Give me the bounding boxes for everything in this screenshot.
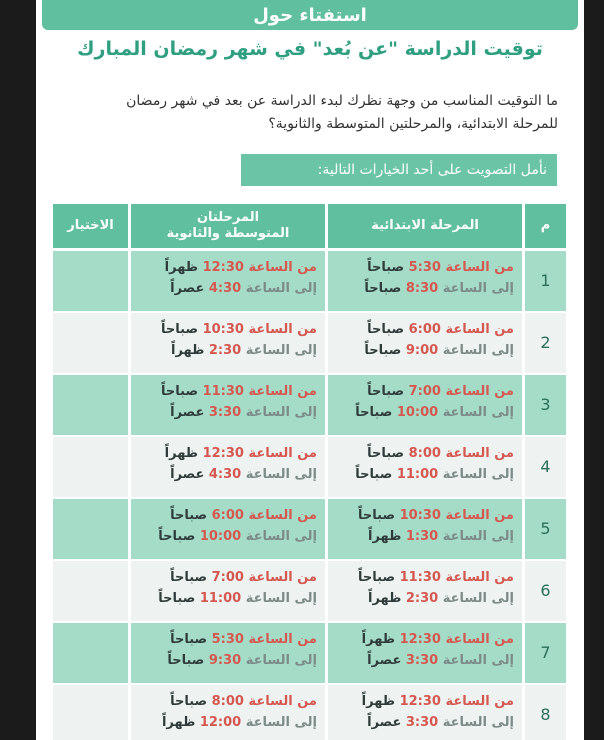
to-period: صباحاً bbox=[355, 467, 393, 482]
time-line-from bbox=[131, 443, 317, 464]
choice-cell[interactable] bbox=[53, 313, 128, 373]
to-period: صباحاً bbox=[364, 343, 402, 358]
from-period: صباحاً bbox=[367, 322, 405, 337]
time-line-from bbox=[328, 381, 514, 402]
from-time: 12:30 bbox=[202, 446, 244, 461]
from-prefix: من الساعة bbox=[445, 322, 514, 337]
from-prefix: من الساعة bbox=[248, 508, 317, 523]
from-period: صباحاً bbox=[367, 384, 405, 399]
time-line-to bbox=[131, 712, 317, 733]
row-number: 4 bbox=[525, 437, 566, 497]
to-prefix: إلى الساعة bbox=[245, 591, 317, 606]
time-line-to bbox=[131, 278, 317, 299]
to-prefix: إلى الساعة bbox=[442, 715, 514, 730]
to-prefix: إلى الساعة bbox=[442, 529, 514, 544]
to-prefix: إلى الساعة bbox=[442, 281, 514, 296]
from-prefix: من الساعة bbox=[248, 322, 317, 337]
time-line-from bbox=[328, 443, 514, 464]
elementary-time-cell bbox=[328, 685, 522, 740]
from-period: ظهراً bbox=[361, 694, 396, 709]
to-prefix: إلى الساعة bbox=[442, 467, 514, 482]
to-prefix: إلى الساعة bbox=[442, 653, 514, 668]
to-prefix: إلى الساعة bbox=[245, 715, 317, 730]
from-time: 12:30 bbox=[399, 632, 441, 647]
to-time: 9:30 bbox=[208, 653, 242, 668]
to-time: 10:00 bbox=[396, 405, 439, 420]
from-period: صباحاً bbox=[170, 570, 208, 585]
to-period: صباحاً bbox=[355, 405, 393, 420]
to-time: 9:00 bbox=[405, 343, 439, 358]
row-number: 6 bbox=[525, 561, 566, 621]
from-prefix: من الساعة bbox=[445, 384, 514, 399]
time-line-to bbox=[328, 464, 514, 485]
time-line-to bbox=[328, 526, 514, 547]
header-secondary-line-2: المتوسطة والثانوية bbox=[166, 226, 290, 241]
time-line-to bbox=[131, 588, 317, 609]
time-line-from bbox=[131, 691, 317, 712]
from-time: 10:30 bbox=[202, 322, 244, 337]
to-time: 3:30 bbox=[405, 715, 439, 730]
from-prefix: من الساعة bbox=[248, 570, 317, 585]
to-time: 4:30 bbox=[208, 467, 242, 482]
from-period: ظهراً bbox=[164, 446, 199, 461]
to-period: صباحاً bbox=[158, 591, 196, 606]
header-secondary bbox=[131, 204, 325, 248]
row-number: 1 bbox=[525, 251, 566, 311]
to-time: 12:00 bbox=[199, 715, 242, 730]
choice-cell[interactable] bbox=[53, 499, 128, 559]
to-time: 2:30 bbox=[208, 343, 242, 358]
to-period: ظهراً bbox=[367, 529, 402, 544]
time-line-from bbox=[328, 567, 514, 588]
from-prefix: من الساعة bbox=[248, 446, 317, 461]
time-line-from bbox=[131, 567, 317, 588]
choice-cell[interactable] bbox=[53, 375, 128, 435]
survey-question bbox=[72, 90, 558, 136]
from-prefix: من الساعة bbox=[445, 260, 514, 275]
to-prefix: إلى الساعة bbox=[245, 529, 317, 544]
elementary-time-cell bbox=[328, 561, 522, 621]
time-line-to bbox=[131, 340, 317, 361]
secondary-time-cell bbox=[131, 685, 325, 740]
to-period: صباحاً bbox=[158, 529, 196, 544]
choice-cell[interactable] bbox=[53, 623, 128, 683]
elementary-time-cell bbox=[328, 623, 522, 683]
time-line-from bbox=[328, 319, 514, 340]
elementary-time-cell bbox=[328, 437, 522, 497]
from-period: صباحاً bbox=[170, 508, 208, 523]
from-period: ظهراً bbox=[361, 632, 396, 647]
from-prefix: من الساعة bbox=[445, 570, 514, 585]
secondary-time-cell bbox=[131, 623, 325, 683]
secondary-time-cell bbox=[131, 499, 325, 559]
banner-title: استفتاء حول bbox=[42, 0, 578, 30]
survey-subtitle: توقيت الدراسة "عن بُعد" في شهر رمضان المبارك bbox=[77, 38, 543, 60]
from-period: ظهراً bbox=[164, 260, 199, 275]
from-period: صباحاً bbox=[358, 508, 396, 523]
to-time: 8:30 bbox=[405, 281, 439, 296]
from-prefix: من الساعة bbox=[445, 508, 514, 523]
to-time: 10:00 bbox=[199, 529, 242, 544]
to-prefix: إلى الساعة bbox=[245, 405, 317, 420]
to-time: 11:00 bbox=[396, 467, 439, 482]
from-time: 8:00 bbox=[408, 446, 441, 461]
from-time: 12:30 bbox=[202, 260, 244, 275]
time-line-to bbox=[131, 650, 317, 671]
from-time: 6:00 bbox=[408, 322, 441, 337]
choice-cell[interactable] bbox=[53, 251, 128, 311]
from-prefix: من الساعة bbox=[445, 694, 514, 709]
to-time: 11:00 bbox=[199, 591, 242, 606]
choice-cell[interactable] bbox=[53, 685, 128, 740]
elementary-time-cell bbox=[328, 251, 522, 311]
row-number: 8 bbox=[525, 685, 566, 740]
header-choice: الاختيار bbox=[53, 204, 128, 248]
secondary-time-cell bbox=[131, 561, 325, 621]
time-line-to bbox=[131, 464, 317, 485]
to-prefix: إلى الساعة bbox=[442, 343, 514, 358]
to-period: عصراً bbox=[367, 653, 402, 668]
from-time: 7:00 bbox=[408, 384, 441, 399]
from-prefix: من الساعة bbox=[248, 384, 317, 399]
from-prefix: من الساعة bbox=[248, 632, 317, 647]
choice-cell[interactable] bbox=[53, 437, 128, 497]
to-period: صباحاً bbox=[167, 653, 205, 668]
to-prefix: إلى الساعة bbox=[245, 653, 317, 668]
time-line-to bbox=[328, 712, 514, 733]
from-time: 10:30 bbox=[399, 508, 441, 523]
time-line-to bbox=[131, 526, 317, 547]
vote-instruction: نأمل التصويت على أحد الخيارات التالية: bbox=[241, 154, 557, 186]
to-period: عصراً bbox=[170, 281, 205, 296]
to-prefix: إلى الساعة bbox=[442, 405, 514, 420]
to-time: 2:30 bbox=[405, 591, 439, 606]
from-prefix: من الساعة bbox=[248, 694, 317, 709]
question-line-2: للمرحلة الابتدائية، والمرحلتين المتوسطة والثانوية؟ bbox=[268, 116, 558, 132]
to-period: صباحاً bbox=[364, 281, 402, 296]
from-period: صباحاً bbox=[170, 694, 208, 709]
question-line-1: ما التوقيت المناسب من وجهة نظرك لبدء الدراسة عن بعد في شهر رمضان bbox=[126, 93, 558, 109]
time-line-to bbox=[131, 402, 317, 423]
to-time: 4:30 bbox=[208, 281, 242, 296]
to-prefix: إلى الساعة bbox=[245, 467, 317, 482]
to-time: 3:30 bbox=[208, 405, 242, 420]
row-number: 5 bbox=[525, 499, 566, 559]
to-period: عصراً bbox=[170, 405, 205, 420]
from-time: 5:30 bbox=[408, 260, 441, 275]
secondary-time-cell bbox=[131, 437, 325, 497]
to-prefix: إلى الساعة bbox=[442, 591, 514, 606]
from-time: 11:30 bbox=[202, 384, 244, 399]
from-time: 7:00 bbox=[211, 570, 244, 585]
from-time: 11:30 bbox=[399, 570, 441, 585]
from-time: 12:30 bbox=[399, 694, 441, 709]
time-line-from bbox=[131, 629, 317, 650]
to-period: عصراً bbox=[170, 467, 205, 482]
header-secondary-line-1: المرحلتان bbox=[196, 210, 260, 225]
time-line-from bbox=[131, 319, 317, 340]
time-line-from bbox=[131, 505, 317, 526]
time-line-to bbox=[328, 588, 514, 609]
time-line-to bbox=[328, 278, 514, 299]
time-line-from bbox=[328, 629, 514, 650]
row-number: 2 bbox=[525, 313, 566, 373]
to-period: ظهراً bbox=[170, 343, 205, 358]
from-period: صباحاً bbox=[358, 570, 396, 585]
time-line-to bbox=[328, 650, 514, 671]
to-time: 1:30 bbox=[405, 529, 439, 544]
elementary-time-cell bbox=[328, 375, 522, 435]
to-prefix: إلى الساعة bbox=[245, 343, 317, 358]
time-line-from bbox=[131, 381, 317, 402]
choice-cell[interactable] bbox=[53, 561, 128, 621]
secondary-time-cell bbox=[131, 251, 325, 311]
from-period: صباحاً bbox=[170, 632, 208, 647]
from-period: صباحاً bbox=[161, 384, 199, 399]
from-period: صباحاً bbox=[367, 446, 405, 461]
header-elementary: المرحلة الابتدائية bbox=[328, 204, 522, 248]
from-prefix: من الساعة bbox=[445, 632, 514, 647]
time-line-from bbox=[131, 257, 317, 278]
to-period: ظهراً bbox=[161, 715, 196, 730]
to-period: ظهراً bbox=[367, 591, 402, 606]
from-prefix: من الساعة bbox=[445, 446, 514, 461]
secondary-time-cell bbox=[131, 375, 325, 435]
to-prefix: إلى الساعة bbox=[245, 281, 317, 296]
secondary-time-cell bbox=[131, 313, 325, 373]
time-line-to bbox=[328, 402, 514, 423]
row-number: 3 bbox=[525, 375, 566, 435]
elementary-time-cell bbox=[328, 499, 522, 559]
from-period: صباحاً bbox=[367, 260, 405, 275]
from-time: 8:00 bbox=[211, 694, 244, 709]
time-line-from bbox=[328, 505, 514, 526]
header-num: م bbox=[525, 204, 566, 248]
from-period: صباحاً bbox=[161, 322, 199, 337]
to-period: عصراً bbox=[367, 715, 402, 730]
time-line-from bbox=[328, 691, 514, 712]
time-line-from bbox=[328, 257, 514, 278]
from-time: 5:30 bbox=[211, 632, 244, 647]
time-line-to bbox=[328, 340, 514, 361]
elementary-time-cell bbox=[328, 313, 522, 373]
from-prefix: من الساعة bbox=[248, 260, 317, 275]
to-time: 3:30 bbox=[405, 653, 439, 668]
row-number: 7 bbox=[525, 623, 566, 683]
from-time: 6:00 bbox=[211, 508, 244, 523]
survey-page bbox=[36, 0, 584, 740]
